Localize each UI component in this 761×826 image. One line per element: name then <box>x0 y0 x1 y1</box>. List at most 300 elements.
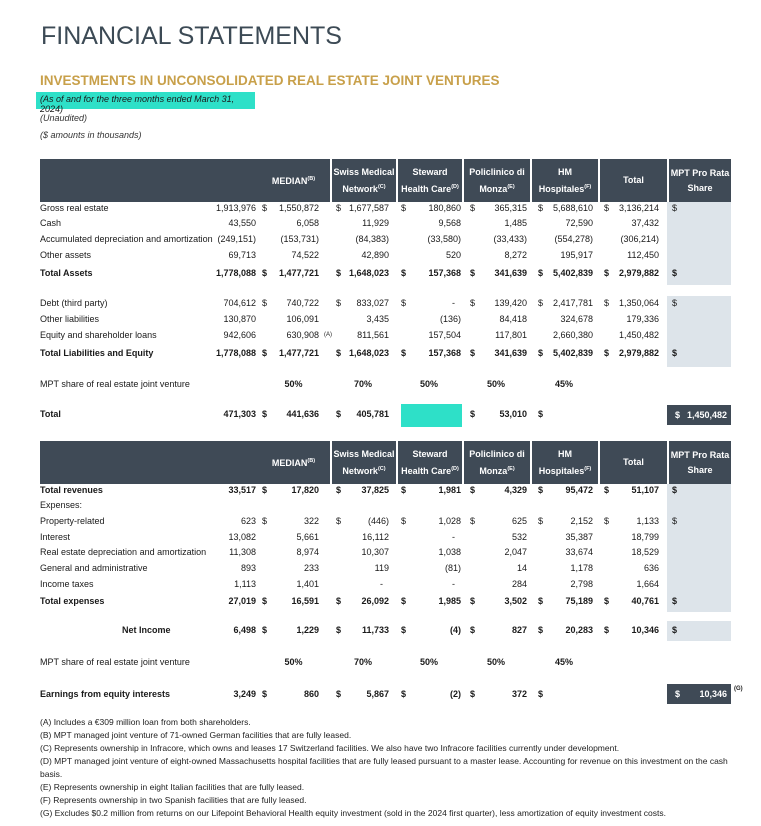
dollar-sign: $ <box>470 203 476 213</box>
cell-value: 17,820 <box>291 485 319 495</box>
cell-value: 33,674 <box>565 547 593 557</box>
header-text: Total <box>623 457 644 467</box>
cell-value: 471,303 <box>223 409 256 419</box>
row-label: Cash <box>40 218 62 228</box>
dollar-sign: $ <box>336 348 342 358</box>
dollar-sign: $ <box>401 516 407 526</box>
cell-value: 405,781 <box>356 409 389 419</box>
dollar-sign: $ <box>401 203 407 213</box>
earnings-mpt-total-box <box>667 684 731 704</box>
header-text: Steward <box>412 448 448 459</box>
row-label: Equity and shareholder loans <box>40 330 157 340</box>
cell-value: 532 <box>511 532 527 542</box>
cell-value: 16,112 <box>362 532 389 542</box>
share-value: 50% <box>419 379 438 389</box>
cell-value: 811,561 <box>357 330 389 340</box>
header-hm-hospitales <box>530 159 598 202</box>
header-text: Health Care <box>401 465 452 476</box>
cell-value: 1,401 <box>296 579 319 589</box>
row-label: Total Liabilities and Equity <box>40 348 154 358</box>
header-text: Swiss Medical <box>333 448 395 459</box>
dollar-sign: $ <box>604 203 610 213</box>
cell-value: 324,678 <box>560 314 593 324</box>
dollar-sign: $ <box>604 596 610 606</box>
row-label: Property-related <box>40 516 105 526</box>
dollar-sign: $ <box>401 689 407 699</box>
cell-value: 1,648,023 <box>348 268 389 278</box>
cell-value: - <box>452 298 455 308</box>
cell-value: 341,639 <box>494 348 527 358</box>
cell-value: 2,417,781 <box>552 298 593 308</box>
row-label: Total <box>40 409 61 419</box>
cell-value: 1,985 <box>438 596 461 606</box>
cell-value: 14 <box>516 563 527 573</box>
cell-value: 27,019 <box>228 596 256 606</box>
dollar-sign: $ <box>262 689 268 699</box>
cell-value: (33,580) <box>427 234 461 244</box>
steward-total-highlight <box>401 404 462 427</box>
dollar-sign: $ <box>604 348 610 358</box>
cell-value: (4) <box>450 625 461 635</box>
dollar-sign: $ <box>262 203 268 213</box>
cell-value: 1,913,976 <box>215 203 256 213</box>
share-value: 50% <box>486 379 505 389</box>
cell-value: 827 <box>511 625 527 635</box>
share-value: 45% <box>554 379 573 389</box>
cell-value: 112,450 <box>627 250 659 260</box>
dollar-sign: $ <box>336 596 342 606</box>
share-value: 50% <box>284 657 303 667</box>
cell-value: 195,917 <box>560 250 593 260</box>
cell-value: 284 <box>511 579 527 589</box>
header-footnote-ref: (F) <box>584 465 592 472</box>
share-value: 45% <box>554 657 573 667</box>
row-label: MPT share of real estate joint venture <box>40 379 190 389</box>
header-total <box>598 159 667 202</box>
header-label-mpt-pro-rata <box>671 166 730 196</box>
cell-value: 11,308 <box>229 547 256 557</box>
header-text: MPT Pro Rata <box>670 449 730 460</box>
dollar-sign: $ <box>604 298 610 308</box>
dollar-sign: $ <box>672 203 678 213</box>
dollar-sign: $ <box>336 298 342 308</box>
dollar-sign: $ <box>262 348 268 358</box>
cell-value: (2) <box>450 689 461 699</box>
cell-value: 625 <box>511 516 527 526</box>
cell-value: 130,870 <box>223 314 256 324</box>
footnote-6: (G) Excludes $0.2 million from returns on our Lifepoint Behavioral Health equity investment (sold in the 2024 first quarter), less amortization of equity investment costs. <box>40 808 666 818</box>
dollar-sign: $ <box>604 516 610 526</box>
cell-value: 84,418 <box>499 314 527 324</box>
dollar-sign: $ <box>672 348 678 358</box>
income-total-expenses-row <box>40 595 731 609</box>
cell-value: 833,027 <box>356 298 389 308</box>
income-mpt-share-row <box>40 656 731 670</box>
cell-value: (249,151) <box>217 234 256 244</box>
dollar-sign: $ <box>672 625 678 635</box>
cell-value: 35,387 <box>565 532 593 542</box>
balance-row-cash <box>40 217 731 231</box>
balance-total-row <box>40 408 731 422</box>
unaudited-note: (Unaudited) <box>40 113 88 123</box>
dollar-sign: $ <box>336 203 342 213</box>
header-total <box>598 441 667 484</box>
cell-value: 2,798 <box>570 579 593 589</box>
dollar-sign: $ <box>401 625 407 635</box>
cell-value: 1,550,872 <box>278 203 319 213</box>
cell-value: 5,867 <box>366 689 389 699</box>
cell-value: 5,661 <box>296 532 319 542</box>
cell-value: 117,801 <box>495 330 527 340</box>
row-label: Income taxes <box>40 579 94 589</box>
header-text: HM <box>557 448 572 459</box>
cell-value: 2,979,882 <box>618 268 659 278</box>
cell-value: 1,133 <box>636 516 659 526</box>
cell-value: 2,152 <box>570 516 593 526</box>
balance-mpt-share-row <box>40 378 731 392</box>
cell-value: 43,550 <box>228 218 256 228</box>
cell-value: 365,315 <box>494 203 527 213</box>
cell-value: 69,713 <box>228 250 256 260</box>
mpt-earnings-value: 10,346 <box>699 689 727 699</box>
cell-value: 1,477,721 <box>278 348 319 358</box>
dollar-sign: $ <box>401 596 407 606</box>
cell-value: 72,590 <box>565 218 593 228</box>
dollar-sign: $ <box>675 410 681 420</box>
footnote-5: (F) Represents ownership in two Spanish facilities that are fully leased. <box>40 795 307 805</box>
dollar-sign: $ <box>470 625 476 635</box>
page-title: FINANCIAL STATEMENTS <box>41 22 342 50</box>
cell-value: 3,249 <box>233 689 256 699</box>
header-label-total <box>623 173 644 188</box>
balance-sheet-header <box>40 159 731 202</box>
header-text: Health Care <box>401 183 452 194</box>
income-row-income-taxes <box>40 578 731 592</box>
cell-value: - <box>452 579 455 589</box>
header-median <box>257 441 330 484</box>
cell-value: 1,178 <box>570 563 593 573</box>
section-subtitle: INVESTMENTS IN UNCONSOLIDATED REAL ESTATE JOINT VENTURES <box>40 73 500 88</box>
dollar-sign: $ <box>336 625 342 635</box>
cell-value: 341,639 <box>494 268 527 278</box>
dollar-sign: $ <box>604 268 610 278</box>
income-net-income-row <box>40 624 731 638</box>
row-label: Accumulated depreciation and amortization <box>40 234 213 244</box>
cell-value: 9,568 <box>438 218 461 228</box>
dollar-sign: $ <box>262 516 268 526</box>
cell-value: 157,504 <box>428 330 461 340</box>
dollar-sign: $ <box>262 268 268 278</box>
cell-value: 441,636 <box>286 409 319 419</box>
dollar-sign: $ <box>470 268 476 278</box>
income-expenses-label-row <box>40 499 731 513</box>
header-label-steward <box>401 447 459 479</box>
header-mpt-pro-rata <box>667 441 731 484</box>
row-label: Real estate depreciation and amortization <box>40 547 207 557</box>
as-of-highlight <box>36 92 255 114</box>
cell-value: 74,522 <box>291 250 319 260</box>
cell-value: (84,383) <box>355 234 389 244</box>
cell-value: 4,329 <box>504 485 527 495</box>
cell-value: 10,346 <box>631 625 659 635</box>
share-value: 70% <box>353 379 372 389</box>
row-label: Total revenues <box>40 485 103 495</box>
row-label: Expenses: <box>40 500 83 510</box>
header-text: Network <box>342 183 378 194</box>
cell-value: 3,502 <box>504 596 527 606</box>
dollar-sign: $ <box>470 596 476 606</box>
header-text: Swiss Medical <box>333 166 395 177</box>
income-row-interest <box>40 531 731 545</box>
cell-value: 1,450,482 <box>618 330 659 340</box>
cell-value: 5,688,610 <box>552 203 593 213</box>
cell-value: 1,477,721 <box>278 268 319 278</box>
cell-value: 2,047 <box>504 547 527 557</box>
dollar-sign: $ <box>470 298 476 308</box>
header-label-swiss-medical <box>333 165 394 197</box>
cell-value: 1,028 <box>438 516 461 526</box>
cell-value: 157,368 <box>428 268 461 278</box>
cell-value: 636 <box>643 563 659 573</box>
cell-value: 5,402,839 <box>552 268 593 278</box>
cell-value: 16,591 <box>291 596 319 606</box>
cell-value: 1,778,088 <box>215 268 256 278</box>
header-footnote-ref: (C) <box>377 183 386 190</box>
cell-value: 20,283 <box>565 625 593 635</box>
cell-value: 942,606 <box>223 330 256 340</box>
dollar-sign: $ <box>672 298 678 308</box>
header-text: Network <box>342 465 378 476</box>
mpt-total-value: 1,450,482 <box>686 410 727 420</box>
header-footnote-ref: (B) <box>307 458 316 464</box>
cell-value: 372 <box>511 689 527 699</box>
dollar-sign: $ <box>538 689 544 699</box>
row-label: General and administrative <box>40 563 148 573</box>
header-steward <box>396 441 462 484</box>
balance-row-total-liabilities-and-equity <box>40 347 731 361</box>
header-swiss-medical <box>330 441 396 484</box>
header-label-median <box>272 172 315 189</box>
cell-value: 1,350,064 <box>618 298 659 308</box>
footnotes <box>40 716 740 820</box>
cell-value: 6,498 <box>233 625 256 635</box>
footnote-0: (A) Includes a €309 million loan from both shareholders. <box>40 717 251 727</box>
dollar-sign: $ <box>336 409 342 419</box>
cell-value: 1,485 <box>504 218 527 228</box>
dollar-sign: $ <box>262 298 268 308</box>
cell-value: 13,082 <box>228 532 256 542</box>
dollar-sign: $ <box>538 596 544 606</box>
cell-value: 704,612 <box>223 298 256 308</box>
cell-value: 40,761 <box>631 596 659 606</box>
cell-value: 51,107 <box>631 485 659 495</box>
header-label-hm-hospitales <box>539 165 592 197</box>
row-label: Gross real estate <box>40 203 109 213</box>
cell-value: 5,402,839 <box>552 348 593 358</box>
dollar-sign: $ <box>336 516 342 526</box>
header-text: Monza <box>479 465 508 476</box>
income-row-general-and-administrative <box>40 562 731 576</box>
dollar-sign: $ <box>336 689 342 699</box>
header-hm-hospitales <box>530 441 598 484</box>
cell-value: (136) <box>439 314 461 324</box>
cell-value: 1,113 <box>234 579 256 589</box>
header-footnote-ref: (E) <box>507 183 515 190</box>
header-text: Policlinico di <box>469 166 525 177</box>
row-label: Debt (third party) <box>40 298 108 308</box>
cell-value: 139,420 <box>494 298 527 308</box>
dollar-sign: $ <box>401 348 407 358</box>
header-text: Share <box>687 464 713 475</box>
balance-row-other-assets <box>40 249 731 263</box>
cell-value: 860 <box>303 689 319 699</box>
header-swiss-medical <box>330 159 396 202</box>
cell-value: 11,733 <box>361 625 389 635</box>
cell-value: (446) <box>367 516 389 526</box>
dollar-sign: $ <box>470 689 476 699</box>
income-total-revenues-row <box>40 484 731 498</box>
header-text: Total <box>623 175 644 185</box>
cell-value: 37,825 <box>361 485 389 495</box>
dollar-sign: $ <box>538 348 544 358</box>
row-label: MPT share of real estate joint venture <box>40 657 190 667</box>
row-label: Total expenses <box>40 596 105 606</box>
header-mpt-pro-rata <box>667 159 731 202</box>
header-label-hm-hospitales <box>539 447 592 479</box>
dollar-sign: $ <box>538 409 544 419</box>
dollar-sign: $ <box>262 485 268 495</box>
cell-value: (306,214) <box>620 234 659 244</box>
header-label-mpt-pro-rata <box>671 448 730 478</box>
balance-row-accumulated-depreciation-and-amortization <box>40 233 731 247</box>
header-text: Hospitales <box>538 183 585 194</box>
dollar-sign: $ <box>538 298 544 308</box>
balance-row-other-liabilities <box>40 313 731 327</box>
header-policlinico <box>462 441 530 484</box>
cell-value: 18,529 <box>631 547 659 557</box>
header-text: MEDIAN <box>271 458 308 468</box>
cell-value: 157,368 <box>428 348 461 358</box>
footnote-4: (E) Represents ownership in eight Italian facilities that are fully leased. <box>40 782 305 792</box>
footnote-1: (B) MPT managed joint venture of 71-owned German facilities that are fully leased. <box>40 730 352 740</box>
header-footnote-ref: (F) <box>584 183 592 190</box>
header-text: MEDIAN <box>271 176 308 186</box>
as-of-text: (As of and for the three months ended March 31, 2024) <box>40 94 235 114</box>
dollar-sign: $ <box>470 485 476 495</box>
header-footnote-ref: (C) <box>377 465 386 472</box>
dollar-sign: $ <box>675 689 681 699</box>
cell-value: 180,860 <box>428 203 461 213</box>
cell-value: 630,908 <box>286 330 319 340</box>
dollar-sign: $ <box>538 268 544 278</box>
cell-value: 33,517 <box>228 485 256 495</box>
header-label-median <box>272 454 315 471</box>
cell-value: 740,722 <box>286 298 319 308</box>
cell-value: 233 <box>303 563 319 573</box>
dollar-sign: $ <box>672 485 678 495</box>
dollar-sign: $ <box>538 203 544 213</box>
balance-row-total-assets <box>40 267 731 281</box>
header-text: HM <box>557 166 572 177</box>
cell-value: 1,229 <box>296 625 319 635</box>
cell-value: - <box>452 532 455 542</box>
dollar-sign: $ <box>672 516 678 526</box>
header-median <box>257 159 330 202</box>
cell-value: 95,472 <box>565 485 593 495</box>
cell-value: 1,981 <box>438 485 461 495</box>
income-statement-header <box>40 441 731 484</box>
dollar-sign: $ <box>470 516 476 526</box>
income-row-property-related <box>40 515 731 529</box>
balance-row-debt-third-party- <box>40 297 731 311</box>
dollar-sign: $ <box>672 268 678 278</box>
header-label-policlinico <box>469 447 525 479</box>
cell-value: 26,092 <box>361 596 389 606</box>
cell-value: 3,136,214 <box>618 203 659 213</box>
cell-value: 520 <box>445 250 461 260</box>
amounts-note: ($ amounts in thousands) <box>40 130 142 140</box>
header-text: Share <box>687 182 713 193</box>
cell-value: 179,336 <box>626 314 659 324</box>
cell-value: 1,778,088 <box>215 348 256 358</box>
dollar-sign: $ <box>604 625 610 635</box>
cell-value: 1,038 <box>438 547 461 557</box>
cell-value: 18,799 <box>631 532 659 542</box>
cell-value: (153,731) <box>280 234 319 244</box>
cell-value: 75,189 <box>565 596 593 606</box>
share-value: 50% <box>419 657 438 667</box>
dollar-sign: $ <box>401 485 407 495</box>
dollar-sign: $ <box>401 268 407 278</box>
cell-value: 893 <box>240 563 256 573</box>
dollar-sign: $ <box>604 485 610 495</box>
cell-value: 11,929 <box>362 218 389 228</box>
footnote-ref: (A) <box>324 332 332 338</box>
cell-value: 3,435 <box>366 314 389 324</box>
cell-value: 10,307 <box>361 547 389 557</box>
dollar-sign: $ <box>262 625 268 635</box>
cell-value: 8,974 <box>296 547 319 557</box>
dollar-sign: $ <box>538 516 544 526</box>
share-value: 70% <box>353 657 372 667</box>
cell-value: - <box>380 579 383 589</box>
header-text: MPT Pro Rata <box>670 167 730 178</box>
cell-value: 8,272 <box>504 250 527 260</box>
footnote-3: (D) MPT managed joint venture of eight-owned Massachusetts hospital facilities that are fully leased pursuant to a master lease. Accounting for revenue on this investment on the cash basis. <box>40 756 728 779</box>
dollar-sign: $ <box>470 409 476 419</box>
cell-value: 6,058 <box>296 218 319 228</box>
footnote-2: (C) Represents ownership in Infracore, which owns and leases 17 Switzerland facilities. We also have two Infracore facilities currently under development. <box>40 743 620 753</box>
cell-value: 2,660,380 <box>552 330 593 340</box>
header-steward <box>396 159 462 202</box>
dollar-sign: $ <box>336 485 342 495</box>
dollar-sign: $ <box>262 596 268 606</box>
balance-row-gross-real-estate <box>40 202 731 216</box>
dollar-sign: $ <box>262 409 268 419</box>
cell-value: 623 <box>240 516 256 526</box>
header-label-policlinico <box>469 165 525 197</box>
cell-value: 2,979,882 <box>618 348 659 358</box>
dollar-sign: $ <box>336 268 342 278</box>
dollar-sign: $ <box>470 348 476 358</box>
income-earnings-row <box>40 688 731 702</box>
share-value: 50% <box>284 379 303 389</box>
cell-value: 1,677,587 <box>348 203 389 213</box>
header-text: Monza <box>479 183 508 194</box>
earnings-footnote-ref: (G) <box>734 686 743 692</box>
dollar-sign: $ <box>672 596 678 606</box>
row-label: Total Assets <box>40 268 93 278</box>
